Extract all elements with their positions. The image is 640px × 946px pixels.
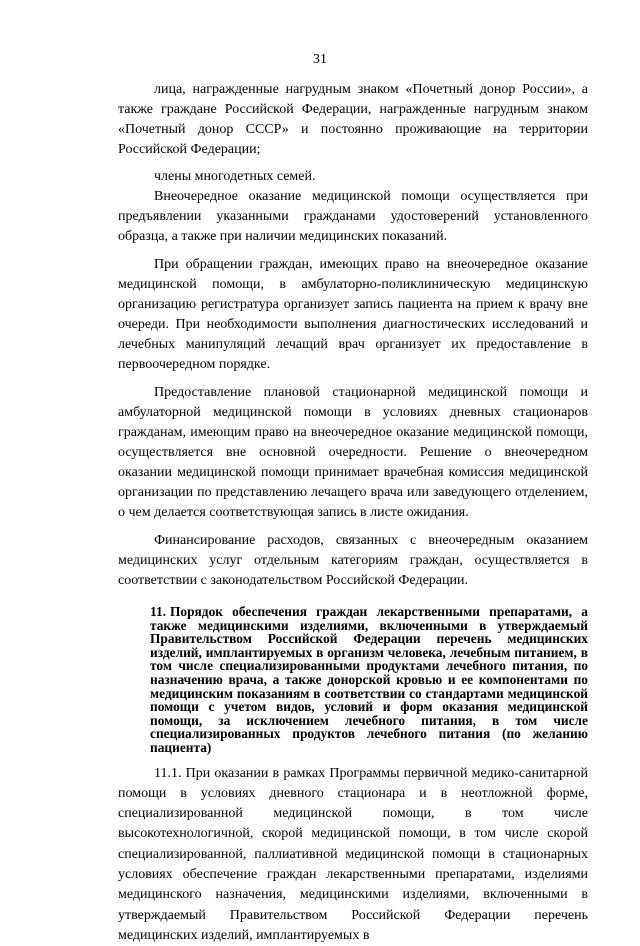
document-body xyxy=(118,80,588,946)
subsection-11-1 xyxy=(118,764,588,946)
paragraph-outpatient: При обращении граждан, имеющих право на внеочередное оказание медицинской помощи, в амбулаторно-поликлиническую медицинскую организацию регистратура организует запись пациента на прием к врачу вне очереди. При необходимости выполнения диагностических исследований и лечебных манипуляций лечащий врач организует их предоставление в первоочередном порядке. xyxy=(118,257,588,372)
paragraph-financing: Финансирование расходов, связанных с внеочередным оказанием медицинских услуг отдельным категориям граждан, осуществляется в соответствии с законодательством Российской Федерации. xyxy=(118,533,588,588)
section-heading xyxy=(150,605,588,755)
paragraph-priority-care: Внеочередное оказание медицинской помощи осуществляется при предъявлении указанными гражданами удостоверений установленного образца, а также при наличии медицинских показаний. xyxy=(118,189,588,244)
paragraph-11-1: 11.1. При оказании в рамках Программы первичной медико-санитарной помощи в условиях дневного стационара и в неотложной форме, специализированной медицинской помощи, в том числе высокотехнологичной, скорой медицинской помощи, в том числе скорой специализированной, паллиативной медицинской помощи в стационарных условиях обеспечение граждан лекарственными препаратами, изделиями медицинского назначения, медицинскими изделиями, включенными в утверждаемый Правительством Российской Федерации перечень медицинских изделий, имплантируемых в xyxy=(118,765,588,943)
section-title: Порядок обеспечения граждан лекарственными препаратами, а также медицинскими изделиями, включенными в утверждаемый Правительством Российской Федерации перечень медицинских изделий, имплантируемых в организм человека, лечебным питанием, в том числе специализированными продуктами лечебного питания, по назначению врача, а также донорской кровью и ее компонентами по медицинским показаниям в соответствии со стандартами медицинской помощи с учетом видов, условий и форм оказания медицинской помощи, за исключением лечебного питания, в том числе специализированных продуктов лечебного питания (по желанию пациента) xyxy=(150,604,588,755)
paragraph-inpatient: Предоставление плановой стационарной медицинской помощи и амбулаторной медицинской помощи в условиях дневных стационаров гражданам, имеющим право на внеочередное оказание медицинской помощи, осуществляется вне основной очередности. Решение о внеочередном оказании медицинской помощи принимает врачебная комиссия медицинской организации по представлению лечащего врача или заведующего отделением, о чем делается соответствующая запись в листе ожидания. xyxy=(118,385,588,520)
paragraph-donors: лица, награжденные нагрудным знаком «Почетный донор России», а также граждане Российской Федерации, награжденные нагрудным знаком «Почетный донор СССР» и постоянно проживающие на территории Российской Федерации; xyxy=(118,82,588,157)
section-number: 11. xyxy=(150,604,166,619)
paragraph-large-families: члены многодетных семей. xyxy=(154,169,316,184)
page-number: 31 xyxy=(313,52,327,67)
